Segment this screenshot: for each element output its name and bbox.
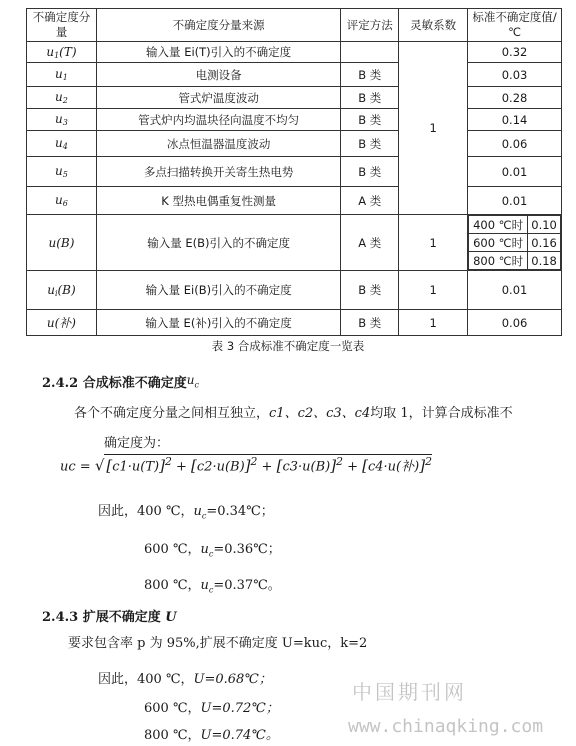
table-row	[27, 63, 562, 87]
component-value: 0.14	[468, 109, 562, 131]
table-row	[27, 42, 562, 63]
component-method: A 类	[341, 187, 399, 215]
component-symbol: $u_2$	[27, 87, 97, 109]
component-source: 输入量 E(补)引入的不确定度	[96, 310, 340, 336]
component-source: 输入量 Ei(B)引入的不确定度	[96, 271, 340, 310]
uncertainty-table	[26, 8, 562, 336]
component-sensitivity: 1	[399, 271, 468, 310]
temperature-row	[469, 234, 561, 252]
result-uc-800: 800 ℃，$u_c=0.37℃$。	[144, 578, 281, 595]
table-row	[27, 157, 562, 187]
component-method: B 类	[341, 271, 399, 310]
formula-term-3: c3·u(B)	[282, 459, 331, 475]
header-value: 标准不确定度值/℃	[468, 9, 562, 42]
component-method	[341, 42, 399, 63]
table-row	[27, 87, 562, 109]
result-uc-600: 600 ℃，$u_c=0.36℃$；	[144, 542, 281, 559]
component-symbol: u(补)	[27, 310, 97, 336]
component-source: 输入量 E(B)引入的不确定度	[96, 215, 340, 271]
component-symbol: $u_1(T)$	[27, 42, 97, 63]
component-method: B 类	[341, 310, 399, 336]
result-uc-400: 因此，400 ℃，$u_c=0.34℃$；	[98, 504, 274, 521]
component-sensitivity: 1	[399, 215, 468, 271]
watermark-cn: 中国期刊网	[352, 680, 467, 704]
component-value: 0.06	[468, 310, 562, 336]
component-source: K 型热电偶重复性测量	[96, 187, 340, 215]
header-component: 不确定度分量	[27, 9, 97, 42]
formula-term-1: c1·u(T)	[112, 459, 160, 475]
component-method: B 类	[341, 87, 399, 109]
table-row	[27, 271, 562, 310]
temperature-subtable	[468, 215, 561, 270]
component-symbol: $u_4$	[27, 131, 97, 157]
watermark-url: www.chinaqking.com	[348, 716, 544, 737]
formula-lhs: uc =	[60, 459, 91, 475]
component-symbol: $u_6$	[27, 187, 97, 215]
component-symbol: u(B)	[27, 215, 97, 271]
component-sensitivity: 1	[399, 310, 468, 336]
paragraph-independence: 各个不确定度分量之间相互独立，c1、c2、c3、c4均取 1，计算合成标准不	[74, 406, 513, 421]
component-value: 0.01	[468, 187, 562, 215]
paragraph-independence-cont: 确定度为：	[104, 436, 170, 451]
result-U-400: 因此，400 ℃，U=0.68℃；	[98, 672, 272, 687]
component-source: 管式炉内均温块径向温度不均匀	[96, 109, 340, 131]
component-method: B 类	[341, 63, 399, 87]
temperature-row	[469, 252, 561, 270]
temperature-value: 0.16	[528, 234, 561, 252]
table-row	[27, 109, 562, 131]
section-heading-2-4-2: 2.4.2 合成标准不确定度$u_c$	[42, 373, 199, 391]
header-sensitivity: 灵敏系数	[399, 9, 468, 42]
section-heading-2-4-3: 2.4.3 扩展不确定度 U	[42, 610, 177, 625]
result-U-800: 800 ℃，U=0.74℃。	[144, 728, 279, 743]
table-row-b	[27, 215, 562, 271]
component-value: 0.06	[468, 131, 562, 157]
component-source: 电测设备	[96, 63, 340, 87]
component-value: 0.01	[468, 157, 562, 187]
component-method: B 类	[341, 109, 399, 131]
temperature-label: 600 ℃时	[469, 234, 528, 252]
table-header-row	[27, 9, 562, 42]
sensitivity-merged: 1	[399, 42, 468, 215]
header-source: 不确定度分量来源	[96, 9, 340, 42]
component-value: 0.28	[468, 87, 562, 109]
component-method: A 类	[341, 215, 399, 271]
component-source: 冰点恒温器温度波动	[96, 131, 340, 157]
component-method: B 类	[341, 131, 399, 157]
temperature-label: 800 ℃时	[469, 252, 528, 270]
combined-uncertainty-formula: uc = √ $[c1\cdot u(T)]^2 + [c2\cdot u(B)]^2 + [c3\cdot u(B)]^2 + [c4\cdot u$(补)]$^2$	[60, 455, 432, 475]
component-source: 管式炉温度波动	[96, 87, 340, 109]
table-caption: 表 3 合成标准不确定度一览表	[211, 339, 365, 353]
temperature-values-cell	[468, 215, 562, 271]
temperature-value: 0.18	[528, 252, 561, 270]
paragraph-expanded-uncertainty: 要求包含率 p 为 95%,扩展不确定度 U=kuc，k=2	[68, 636, 368, 651]
component-source: 输入量 Ei(T)引入的不确定度	[96, 42, 340, 63]
component-value: 0.03	[468, 63, 562, 87]
temperature-row	[469, 216, 561, 234]
component-symbol: $u_i(B)$	[27, 271, 97, 310]
header-method: 评定方法	[341, 9, 399, 42]
table-row	[27, 187, 562, 215]
component-value: 0.32	[468, 42, 562, 63]
temperature-label: 400 ℃时	[469, 216, 528, 234]
table-row	[27, 131, 562, 157]
component-symbol: $u_5$	[27, 157, 97, 187]
component-symbol: $u_1$	[27, 63, 97, 87]
formula-term-4: c4·u(补)	[368, 459, 420, 475]
temperature-value: 0.10	[528, 216, 561, 234]
component-source: 多点扫描转换开关寄生热电势	[96, 157, 340, 187]
component-value: 0.01	[468, 271, 562, 310]
formula-term-2: c2·u(B)	[196, 459, 245, 475]
component-symbol: $u_3$	[27, 109, 97, 131]
component-method: B 类	[341, 157, 399, 187]
table-row	[27, 310, 562, 336]
result-U-600: 600 ℃，U=0.72℃；	[144, 701, 279, 716]
